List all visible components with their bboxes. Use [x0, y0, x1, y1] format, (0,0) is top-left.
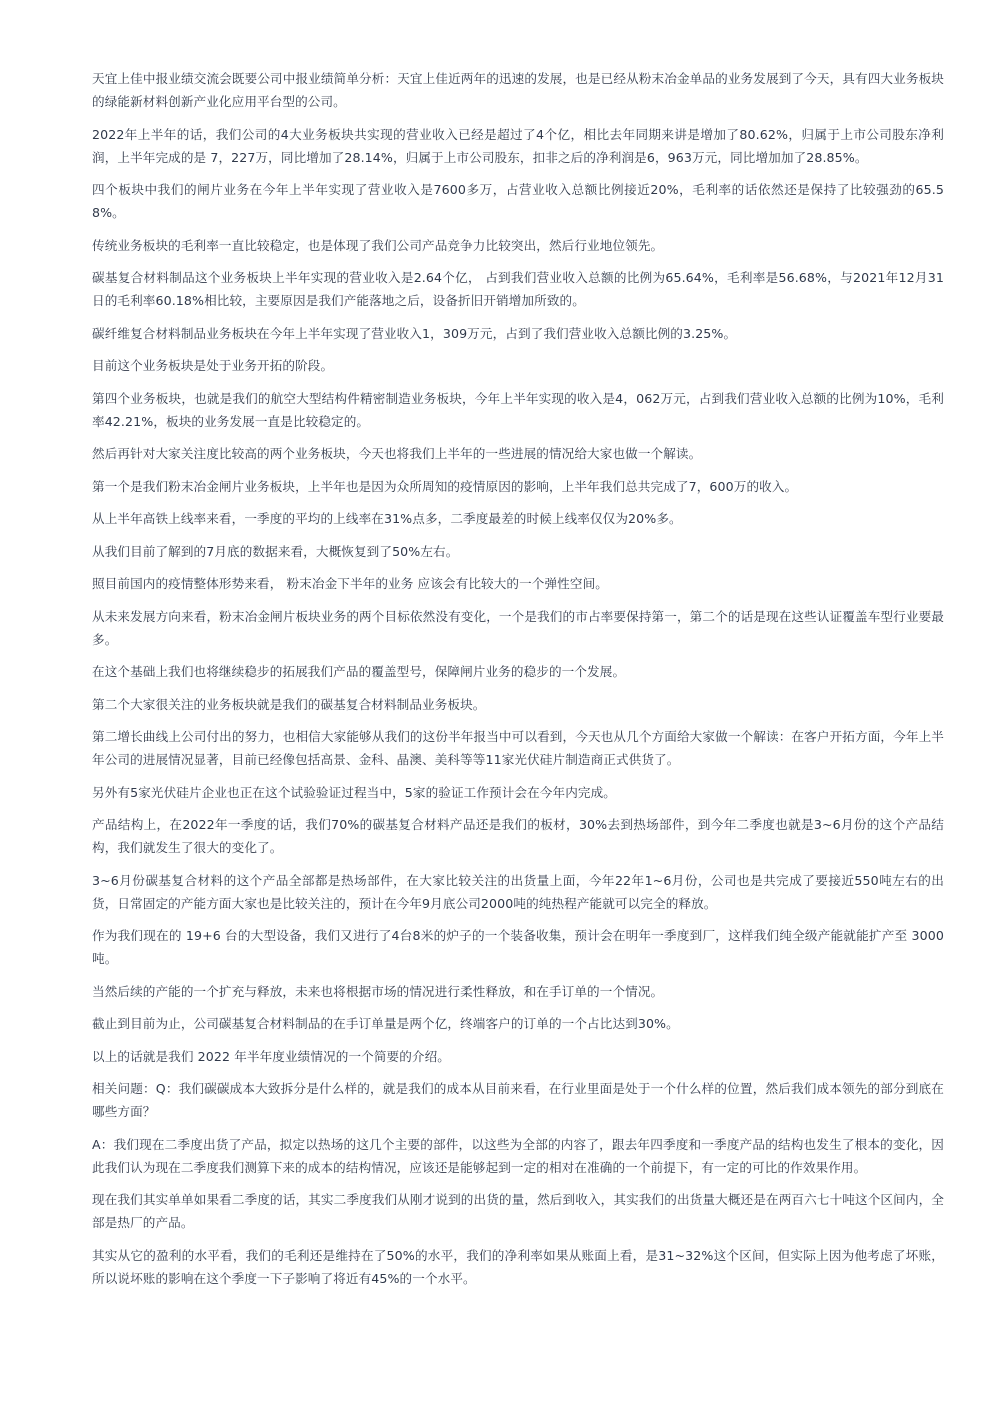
paragraph-question: 相关问题：Q：我们碳碳成本大致拆分是什么样的，就是我们的成本从目前来看，在行业里面是处于一个什么样的位置，然后我们成本领先的部分到底在哪些方面？ [92, 1081, 944, 1119]
paragraph-brake-pad-segment: 四个板块中我们的闸片业务在今年上半年实现了营业收入是7600多万，占营业收入总额比例接近20%，毛利率的话依然还是保持了比较强劲的65.58%。 [92, 182, 944, 220]
paragraph-second-segment: 第二个大家很关注的业务板块就是我们的碳基复合材料制品业务板块。 [92, 696, 486, 712]
paragraph-order-backlog: 截止到目前为止，公司碳基复合材料制品的在手订单量是两个亿，终端客户的订单的一个占比达到30%。 [92, 1016, 679, 1031]
paragraph-segment-stage: 目前这个业务板块是处于业务开拓的阶段。 [92, 358, 334, 373]
paragraph-coverage-expansion: 在这个基础上我们也将继续稳步的拓展我们产品的覆盖型号，保障闸片业务的稳步的一个发展。 [92, 664, 626, 679]
paragraph-profitability: 其实从它的盈利的水平看，我们的毛利还是维持在了50%的水平，我们的净利率如果从账面上看，是31~32%这个区间，但实际上因为他考虑了坏账，所以说坏账的影响在这个季度一下子影响了将近有45%的一个水平。 [92, 1247, 944, 1286]
paragraph-traditional-margin: 传统业务板块的毛利率一直比较稳定，也是体现了我们公司产品竞争力比较突出，然后行业地位领先。 [92, 237, 664, 253]
paragraph-customer-development: 第二增长曲线上公司付出的努力，也相信大家能够从我们的这份半年报当中可以看到，今天也从几个方面给大家做一个解读：在客户开拓方面，今年上半年公司的进展情况显著，目前已经像包括高景、金科、晶澳、美科等等11家光伏硅片制造商正式供货了。 [92, 729, 944, 767]
paragraph-carbon-fiber-segment: 碳纤维复合材料制品业务板块在今年上半年实现了营业收入1，309万元，占到了我们营业收入总额比例的3.25%。 [92, 325, 737, 341]
paragraph-flexible-release: 当然后续的产能的一个扩充与释放，未来也将根据市场的情况进行柔性释放，和在手订单的一个情况。 [92, 983, 664, 999]
paragraph-summary: 以上的话就是我们 2022 年半年度业绩情况的一个简要的介绍。 [92, 1048, 450, 1064]
paragraph-shipments-capacity: 3~6月份碳基复合材料的这个产品全部都是热场部件，在大家比较关注的出货量上面，今年22年1~6月份，公司也是共完成了要接近550吨左右的出货，日常固定的产能方面大家也是比较关注的，预计在今年9月底公司2000吨的纯热程产能就可以完全的释放。 [92, 872, 944, 911]
paragraph-transition: 然后再针对大家关注度比较高的两个业务板块，今天也将我们上半年的一些进展的情况给大家也做一个解读。 [92, 446, 702, 461]
paragraph-equipment-expansion: 作为我们现在的 19+6 台的大型设备，我们又进行了4台8米的炉子的一个装备收集，预计会在明年一季度到厂，这样我们纯全级产能就能扩产至 3000 吨。 [92, 928, 944, 966]
paragraph-intro: 天宜上佳中报业绩交流会既要公司中报业绩简单分析：天宜上佳近两年的迅速的发展，也是已经从粉末冶金单品的业务发展到了今天，具有四大业务板块的绿能新材料创新产业化应用平台型的公司。 [92, 71, 944, 109]
paragraph-answer: A：我们现在二季度出货了产品，拟定以热场的这几个主要的部件，以这些为全部的内容了，跟去年四季度和一季度产品的结构也发生了根本的变化，因此我们认为现在二季度我们测算下来的成本的结构情况，应该还是能够起到一定的相对在准确的一个前提下，有一定的可比的作效果作用。 [92, 1136, 944, 1175]
paragraph-verification: 另外有5家光伏硅片企业也正在这个试验验证过程当中，5家的验证工作预计会在今年内完成。 [92, 784, 616, 800]
paragraph-product-structure: 产品结构上，在2022年一季度的话，我们70%的碳基复合材料产品还是我们的板材，30%去到热场部件，到今年二季度也就是3~6月份的这个产品结构，我们就发生了很大的变化了。 [92, 817, 944, 855]
paragraph-future-goals: 从未来发展方向来看，粉末冶金闸片板块业务的两个目标依然没有变化，一个是我们的市占率要保持第一，第二个的话是现在这些认证覆盖车型行业要最多。 [92, 608, 944, 647]
paragraph-rail-online-rate: 从上半年高铁上线率来看，一季度的平均的上线率在31%点多，二季度最差的时候上线率仅仅为20%多。 [92, 511, 682, 526]
paragraph-carbon-composite-segment: 碳基复合材料制品这个业务板块上半年实现的营业收入是2.64个亿， 占到我们营业收入总额的比例为65.64%，毛利率是56.68%，与2021年12月31日的毛利率60.18%相比较，主要原因是我们产能落地之后，设备折旧开销增加所致的。 [92, 270, 944, 308]
paragraph-july-recovery: 从我们目前了解到的7月底的数据来看，大概恢复到了50%左右。 [92, 543, 459, 559]
paragraph-h2-outlook: 照目前国内的疫情整体形势来看， 粉末冶金下半年的业务 应该会有比较大的一个弹性空间。 [92, 576, 608, 591]
paragraph-q2-shipments: 现在我们其实单单如果看二季度的话，其实二季度我们从刚才说到的出货的量，然后到收入，其实我们的出货量大概还是在两百六七十吨这个区间内，全部是热厂的产品。 [92, 1192, 944, 1230]
paragraph-aerospace-segment: 第四个业务板块，也就是我们的航空大型结构件精密制造业务板块，今年上半年实现的收入是4，062万元，占到我们营业收入总额的比例为10%，毛利率42.21%，板块的业务发展一直是比较稳定的。 [92, 390, 944, 429]
paragraph-powder-metallurgy: 第一个是我们粉末冶金闸片业务板块，上半年也是因为众所周知的疫情原因的影响，上半年我们总共完成了7，600万的收入。 [92, 478, 798, 494]
paragraph-h1-revenue: 2022年上半年的话，我们公司的4大业务板块共实现的营业收入已经是超过了4个亿，相比去年同期来讲是增加了80.62%，归属于上市公司股东净利润，上半年完成的是 7，227万，同比增加了28.14%，归属于上市公司股东，扣非之后的净利润是6，963万元，同比增加加了28.85%。 [92, 126, 944, 165]
document-page [92, 67, 944, 1299]
